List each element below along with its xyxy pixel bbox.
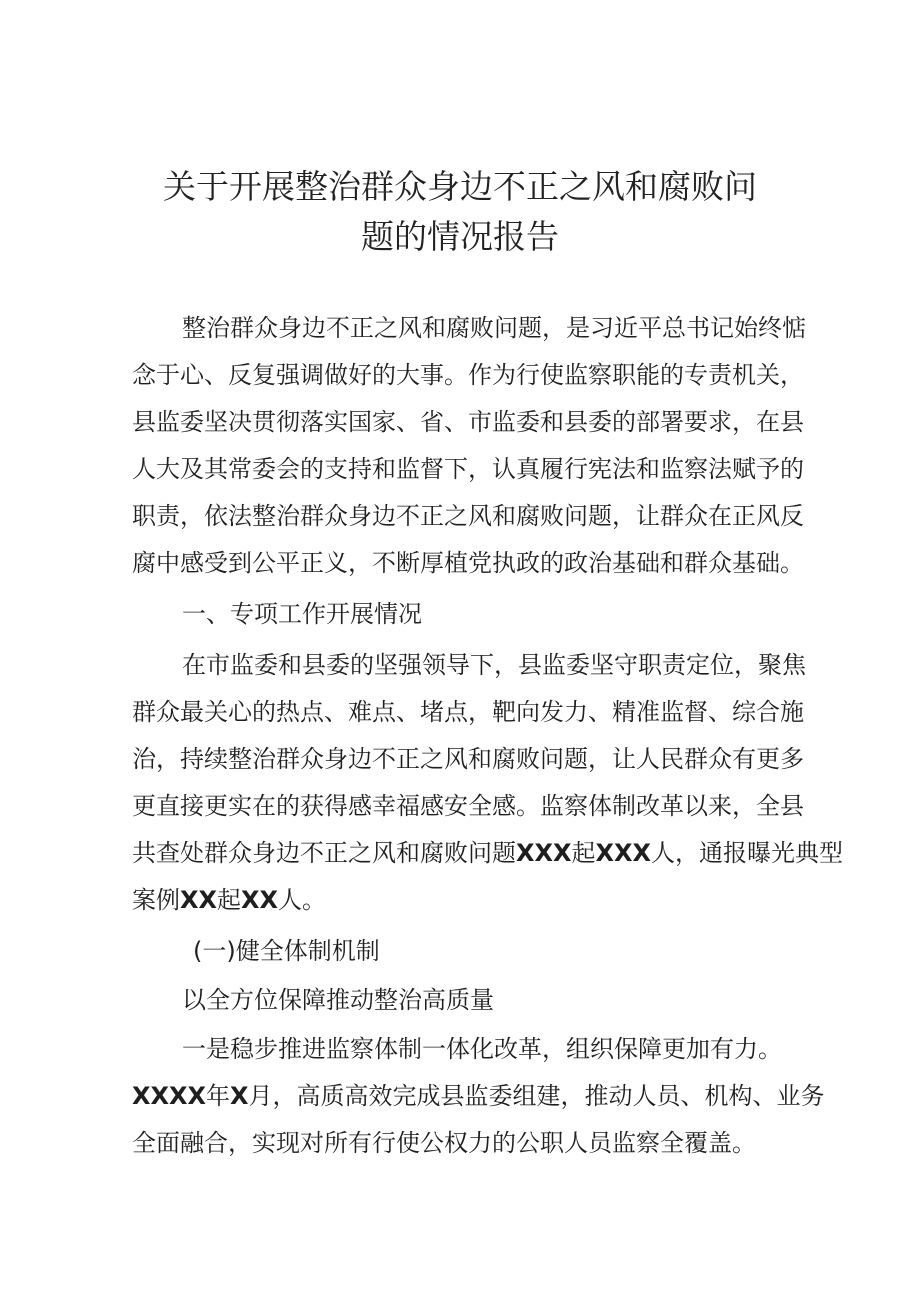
intro-line-2: 念于心、反复强调做好的大事。作为行使监察职能的专责机关， xyxy=(132,361,804,389)
section1-line-5-text-c: 起 xyxy=(571,839,596,867)
section1-line-3: 治，持续整治群众身边不正之风和腐败问题，让人民群众有更多 xyxy=(132,745,804,773)
subsection1-line-2 xyxy=(132,1079,825,1113)
typical-case-count-placeholder: XX xyxy=(180,886,218,914)
section-heading-1: 一、专项工作开展情况 xyxy=(182,600,422,628)
intro-line-3: 县监委坚决贯彻落实国家、省、市监委和县委的部署要求，在县 xyxy=(132,408,804,436)
intro-line-1: 整治群众身边不正之风和腐败问题，是习近平总书记始终惦 xyxy=(182,314,806,342)
section1-line-2: 群众最关心的热点、难点、堵点，靶向发力、精准监督、综合施 xyxy=(132,698,804,726)
subsection1-line-3: 全面融合，实现对所有行使公权力的公职人员监察全覆盖。 xyxy=(132,1129,756,1157)
section1-line-1: 在市监委和县委的坚强领导下，县监委坚守职责定位，聚焦 xyxy=(182,651,806,679)
subsection-heading-1: (一)健全体制机制 xyxy=(193,937,380,965)
section1-line-6-text-e: 人。 xyxy=(278,886,327,914)
intro-line-6: 腐中感受到公平正义，不断厚植党执政的政治基础和群众基础。 xyxy=(132,549,804,577)
section1-line-6-text-a: 案例 xyxy=(132,886,180,914)
section1-line-5-text-e: 人，通报曝光典型 xyxy=(651,839,844,867)
case-count-placeholder: XXX xyxy=(516,839,572,867)
subsection1-line-2-text-d: 月，高质高效完成县监委组建，推动人员、机构、业务 xyxy=(248,1082,825,1110)
section1-line-4: 更直接更实在的获得感幸福感安全感。监察体制改革以来，全县 xyxy=(132,792,804,820)
section1-line-5-text-a: 共查处群众身边不正之风和腐败问题 xyxy=(132,839,516,867)
year-placeholder: XXXX xyxy=(132,1082,207,1110)
subsection1-line-2-text-b: 年 xyxy=(206,1082,231,1110)
section1-line-5 xyxy=(132,836,844,870)
subsection1-line-1: 一是稳步推进监察体制一体化改革，组织保障更加有力。 xyxy=(182,1035,782,1063)
document-title-line-1: 关于开展整治群众身边不正之风和腐败问 xyxy=(163,167,757,206)
section1-line-6 xyxy=(132,883,802,917)
document-title-line-2: 题的情况报告 xyxy=(361,217,559,256)
typical-person-count-placeholder: XX xyxy=(241,886,279,914)
intro-line-4: 人大及其常委会的支持和监督下，认真履行宪法和监察法赋予的 xyxy=(132,455,804,483)
section1-line-6-text-c: 起 xyxy=(217,886,242,914)
person-count-placeholder: XXX xyxy=(595,839,652,867)
intro-line-5: 职责，依法整治群众身边不正之风和腐败问题，让群众在正风反 xyxy=(132,502,804,530)
subsection-subheading-1: 以全方位保障推动整治高质量 xyxy=(182,986,494,1014)
month-placeholder: X xyxy=(230,1082,249,1110)
